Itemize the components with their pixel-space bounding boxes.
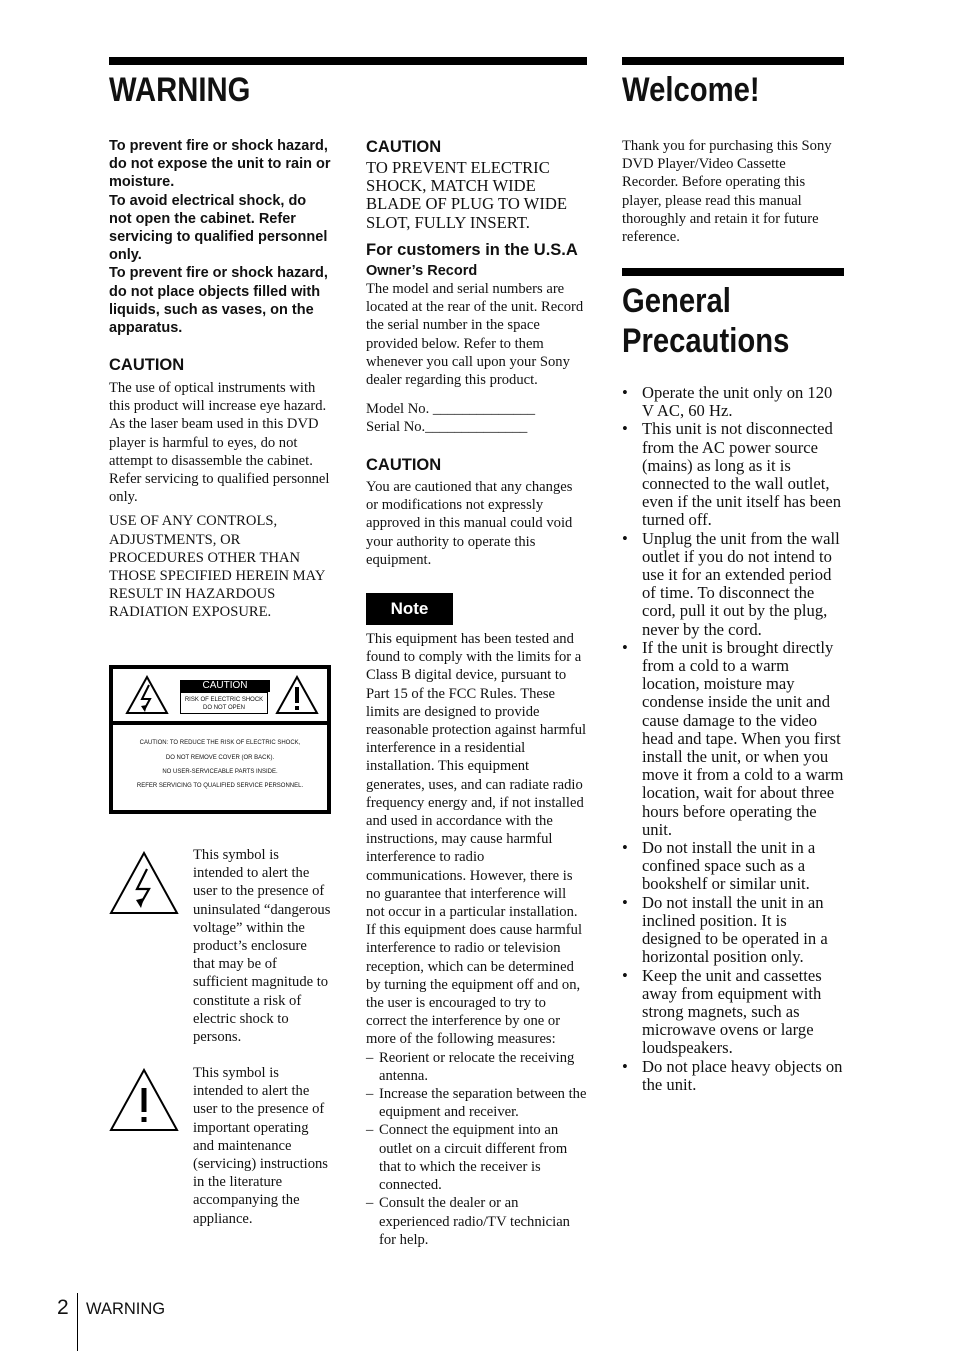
- caution-title: CAUTION: [366, 138, 442, 156]
- customers-title: For customers in the U.S.A: [366, 241, 578, 259]
- serial-number-line: Serial No.______________: [366, 419, 528, 436]
- intro-paragraph: To avoid electrical shock, do not open the cabinet. Refer servicing to qualified personnel only.: [109, 192, 328, 264]
- label-sub-line: DO NOT OPEN: [203, 705, 245, 711]
- caution-section-modifications: [366, 455, 587, 569]
- owners-record-text: The model and serial numbers are located at the rear of the unit. Record the serial number in the space provided below. Refer to them whenever you call upon your Sony dealer regarding this product.: [366, 281, 584, 389]
- precautions-heading-rule: [622, 268, 844, 276]
- label-line: CAUTION: TO REDUCE THE RISK OF ELECTRIC SHOCK,: [139, 740, 301, 746]
- list-item: • Do not install the unit in a confined space such as a bookshelf or similar unit.: [622, 839, 844, 894]
- intro-paragraph: To prevent fire or shock hazard, do not place objects filled with liquids, such as vases, on the apparatus.: [109, 265, 328, 337]
- model-number-line: Model No. ______________: [366, 401, 536, 418]
- list-item: – Reorient or relocate the receiving antenna.: [366, 1049, 587, 1085]
- caution-label-bottom: [113, 725, 327, 810]
- label-caution-title: CAUTION: [180, 680, 270, 692]
- symbol-lightning-description: This symbol is intended to alert the user to the presence of uninsulated “dangerous voltage” within the product’s enclosure that may be of sufficient magnitude to constitute a risk of electric shock to persons.: [193, 847, 331, 1046]
- exclamation-triangle-icon: [275, 675, 319, 715]
- label-line: NO USER-SERVICEABLE PARTS INSIDE.: [162, 769, 278, 775]
- caution-section-laser: [109, 355, 331, 622]
- list-item: • Unplug the unit from the wall outlet if you do not intend to use it for an extended period of time. To disconnect the cord, pull it out by the plug, never by the cord.: [622, 530, 844, 639]
- caution-label-image: [109, 665, 331, 814]
- footer-section-label: WARNING: [86, 1300, 166, 1318]
- note-section: [366, 593, 587, 1249]
- list-item: • Do not install the unit in an inclined position. It is designed to be operated in a horizontal position only.: [622, 894, 844, 967]
- warning-heading: WARNING: [109, 71, 251, 109]
- note-text: This equipment has been tested and found to comply with the limits for a Class B digital device, pursuant to Part 15 of the FCC Rules. These limits are designed to provide reasonable protection against harmful interference in a residential installation. This equipment generates, uses, and can radiate radio frequency energy and, if not installed and used in accordance with the instructions, may cause harmful interference to radio communications. However, there is no guarantee that interference will not occur in a particular installation. If this equipment does cause harmful interference to radio or television reception, which can be determined by turning the equipment off and on, the user is encouraged to try to correct the interference by one or more of the following measures:: [366, 631, 587, 1048]
- label-line: REFER SERVICING TO QUALIFIED SERVICE PERSONNEL.: [136, 783, 304, 789]
- list-item: – Consult the dealer or an experienced radio/TV technician for help.: [366, 1194, 587, 1249]
- caution-label-top: [113, 669, 327, 721]
- caution-text: USE OF ANY CONTROLS, ADJUSTMENTS, OR PROCEDURES OTHER THAN THOSE SPECIFIED HEREIN MAY RESULT IN HAZARDOUS RADIATION EXPOSURE.: [109, 513, 325, 621]
- exclamation-triangle-icon: [109, 1068, 179, 1132]
- lightning-triangle-icon: [125, 675, 169, 715]
- list-item: • Operate the unit only on 120 V AC, 60 Hz.: [622, 384, 844, 420]
- caution-text: Refer servicing to qualified personnel only.: [109, 471, 330, 506]
- welcome-heading: Welcome!: [622, 71, 760, 109]
- list-item: • If the unit is brought directly from a cold to a warm location, moisture may condense inside the unit and cause damage to the video head and tape. When you first install the unit, or when you move it from a cold to a warm location, wait for about three hours before operating the unit.: [622, 639, 844, 839]
- precautions-heading-line: Precautions: [622, 322, 790, 360]
- label-sub-line: RISK OF ELECTRIC SHOCK: [184, 697, 264, 703]
- list-item: • Do not place heavy objects on the unit.: [622, 1058, 844, 1094]
- footer-divider: [77, 1293, 78, 1351]
- precautions-heading: [622, 281, 789, 361]
- list-item: – Connect the equipment into an outlet on a circuit different from that to which the receiver is connected.: [366, 1121, 587, 1194]
- lightning-triangle-icon: [109, 851, 179, 915]
- owners-record-title: Owner’s Record: [366, 263, 478, 279]
- caution-section-plug: [366, 137, 587, 232]
- intro-paragraph: To prevent fire or shock hazard, do not expose the unit to rain or moisture.: [109, 138, 331, 191]
- caution-text: TO PREVENT ELECTRIC SHOCK, MATCH WIDE BLADE OF PLUG TO WIDE SLOT, FULLY INSERT.: [366, 158, 567, 232]
- caution-text: The use of optical instruments with this product will increase eye hazard. As the laser beam used in this DVD player is harmful to eyes, do not attempt to disassemble the cabinet.: [109, 380, 327, 469]
- note-measures-list: [366, 1049, 587, 1249]
- precautions-heading-line: General: [622, 282, 731, 320]
- welcome-text: Thank you for purchasing this Sony DVD Player/Video Cassette Recorder. Before operating this player, please read this manual thoroughly and retain it for future reference.: [622, 138, 832, 246]
- page-number: 2: [57, 1296, 69, 1319]
- label-line: DO NOT REMOVE COVER (OR BACK).: [165, 755, 275, 761]
- symbol-exclamation-description: This symbol is intended to alert the user to the presence of important operating and maintenance (servicing) instructions in the literature accompanying the appliance.: [193, 1065, 328, 1227]
- precautions-list: [622, 384, 844, 1094]
- warning-heading-rule: [109, 57, 587, 65]
- caution-text: You are cautioned that any changes or modifications not expressly approved in this manual could void your authority to operate this equipment.: [366, 479, 573, 568]
- warning-intro: [109, 137, 331, 337]
- caution-title: CAUTION: [366, 456, 442, 474]
- welcome-heading-rule: [622, 57, 844, 65]
- list-item: • This unit is not disconnected from the AC power source (mains) as long as it is connected to the wall outlet, even if the unit itself has been turned off.: [622, 420, 844, 529]
- caution-title: CAUTION: [109, 356, 185, 374]
- list-item: • Keep the unit and cassettes away from equipment with strong magnets, such as microwave ovens or large loudspeakers.: [622, 967, 844, 1058]
- note-badge: Note: [366, 593, 453, 625]
- label-caution-sub: [180, 692, 268, 714]
- owners-record-section: [366, 240, 587, 437]
- list-item: – Increase the separation between the equipment and receiver.: [366, 1085, 587, 1121]
